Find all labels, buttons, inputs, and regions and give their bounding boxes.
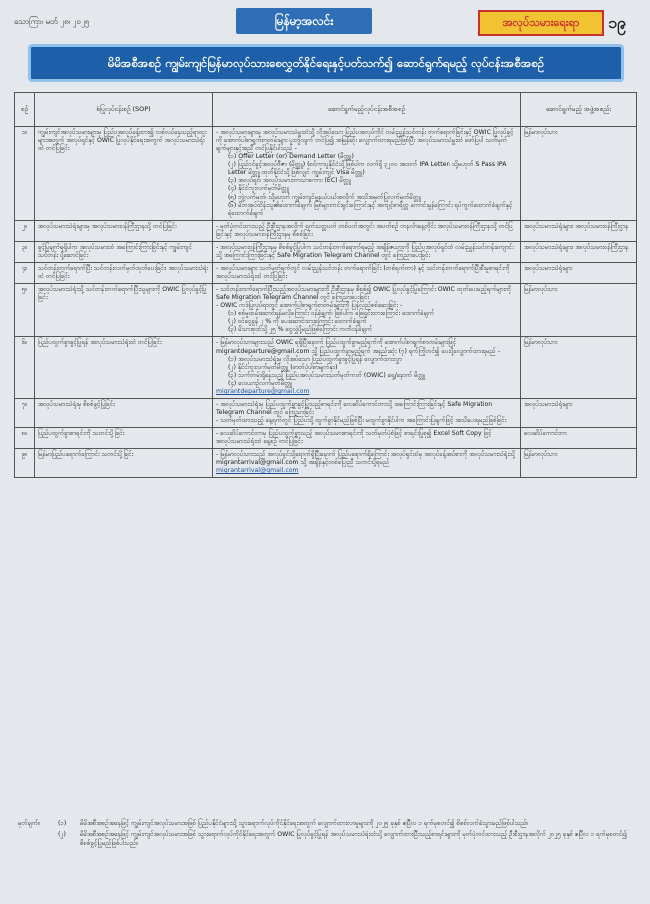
row-sop: အလုပ်သမားသံရုံးများမှ အလုပ်သမားဝန်ကြီးဌာနသို့ တင်ပြခြင်း [35,220,213,241]
row-number: ၁။ [15,127,35,221]
row-responsible: အလုပ်သမားသံရုံးများ [521,398,637,427]
action-line: (၁) Offer Letter (or) Demand Letter (မိတ္တူ) [228,153,354,161]
row-actions [213,262,521,283]
row-responsible: အလုပ်သမားသံရုံးများ၊ အလုပ်သမားဝန်ကြီးဌာန [521,241,637,262]
row-sop: မြန်မာပြည်ပရောက်ကြောင်း သတင်းပို့ခြင်း [35,449,213,478]
row-actions [213,220,521,241]
note-number: (၁) [58,820,67,827]
row-number: ၆။ [15,337,35,398]
row-number: ၂။ [15,220,35,241]
notes-label: မှတ်ချက်။ [18,820,40,827]
action-line: - လေဆိပ်ကောင်တာမှ ပြည်ပထွက်ခွာသည့် အလုပ်သမားစာရင်းကို သတ်မှတ်ပုံစံဖြင့် စာရင်းပြုစု၍ Excel Soft Copy ဖြင့် အလုပ်သမားသံရုံးထံ နေ့စဉ် တင်ပြခြင်း [216,430,492,446]
row-sop: ပြည်ပထွက်ခွာခွင့်ပြုရန် အလုပ်သမားသံရုံးထံ တင်ပြခြင်း [35,337,213,398]
table-body [15,127,637,478]
row-sop: ခွင့်ပြုချက်ရရှိပါက အလုပ်သမားထံ အကြောင်းကြားခြင်းနှင့် ကျွမ်းကျင်သင်တန်း ပို့ဆောင်ခြင်း [35,241,213,262]
row-responsible: လေဆိပ်ကောင်တာ [521,428,637,449]
row-sop: ပြည်ပထွက်ခွာစာရင်းကို သတင်းပို့ခြင်း [35,428,213,449]
row-actions [213,398,521,427]
row-number: ၇။ [15,398,35,427]
article-headline: မိမိအစီအစဉ် ကျွမ်းကျင်မြန်မာလုပ်သားစေလွှတ်နိုင်ရေးနှင့်ပတ်သက်၍ ဆောင်ရွက်ရမည့် လုပ်ငန်းအစီအစဉ် [28,44,624,82]
email-link[interactable]: migrantdeparture@gmail.com [216,387,310,395]
action-line: (၃) မိသားစုထံသို့ ၂၅ % ငွေလွှဲပို့မည်ဖြစ်ကြောင်း ကတိဝန်ခံချက် [228,326,373,334]
table-row [15,284,637,337]
action-line: - အလုပ်သမားဝန်ကြီးဌာနမှ စိစစ်ခွင့်ပြုပါက သင်တန်းတက်ရောက်ရမည့် အချိန်ဇယားကို ပြည်ပအလုပ်ရှင်ထံ လမ်းညွှန်သင်တန်းကျောင်းသို့ အကြောင်းကြားခြင်းနှင့် Safe Migration Telegram Channel တွင် ကြေညာပေးခြင်း [216,243,514,259]
note-text: မိမိအစီအစဉ်အနေဖြင့် ကျွမ်းကျင်အလုပ်သမားအဖြစ် သွားရောက်လုပ်ကိုင်နိုင်ရေးအတွက် OWIC ပြုလုပ်ခွင့်ပြုရန် အလုပ်သမားသံရုံးထံသို့ လျှောက်ထားပြီးသည့်စာရင်းများကို မှတ်ပုံတင်ထားသည့် ဦးစီးဌာနအလိုက် ၂၀၂၅ ခုနှစ် ဧပြီလ ၁ ရက်မှစတင်၍ စိစစ်ခွင့်ပြုမည်ဖြစ်ပါသည်။ [80,831,627,847]
action-line: - သတ်မှတ်ထားသည့် နေ့ရက်တွင် ပြည်ပသို့ ထွက်ခွာနိုင်မည်ဖြစ်ပြီး မထွက်ခွာနိုင်ပါက အကြောင်းပြချက်ဖြင့် အသိပေးရမည်ဖြစ်ခြင်း [216,417,507,424]
row-number: ၉။ [15,449,35,478]
row-responsible: မြန်မာလုပ်သား [521,127,637,221]
notes-section [18,820,638,851]
table-header-row [15,93,637,127]
table-row [15,220,637,241]
col-header-sop: စံပြုလုပ်ငန်းစဉ် (SOP) [35,93,213,127]
row-number: ၅။ [15,284,35,337]
section-label: အလုပ်သမားရေးရာ [478,10,604,36]
note-item [18,831,638,848]
table-row [15,337,637,398]
action-line: - OWIC ကဒ်ပြုလုပ်ရာတွင် အောက်ပါစာရွက်စာတမ်းများကို ပြန်လည်စစ်ဆေးခြင်း - [216,302,403,310]
action-line: - အလုပ်သမားသံရုံးမှ ပြည်ပထွက်ခွာခွင့်ပြုသည့်စာရင်းကို လေဆိပ်ကောင်တာသို့ အကြောင်းကြားခြင်းနှင့် Safe Migration Telegram Channel တွင် ကြေညာခြင်း [216,400,493,416]
row-responsible: မြန်မာလုပ်သား [521,449,637,478]
row-sop: အလုပ်သမားသံရုံးမှ စိစစ်ခွင့်ပြုခြင်း [35,398,213,427]
row-actions [213,284,521,337]
row-actions [213,428,521,449]
col-header-actions: ဆောင်ရွက်မည့်လုပ်ငန်းအစီအစဉ် [213,93,521,127]
action-line: - အလုပ်သမားများ သတ်မှတ်ရက်တွင် လမ်းညွှန်သင်တန်း တက်ရောက်ခြင်း (တစ်ရက်တာ) နှင့် သင်တန်းတက်ရောက်ပြီးစီးမှုစာရင်းကို အလုပ်သမားသံရုံးထံ တင်ပြခြင်း [216,264,510,280]
row-sop: သင်တန်းတက်ရောက်ပြီး သင်တန်းလက်မှတ်ထုတ်ပေးခြင်း၊ အလုပ်သမားသံရုံးထံ တင်ပြခြင်း [35,262,213,283]
note-item [18,820,638,828]
action-line: - သင်တန်းတက်ရောက်ပြီးသည့်အလုပ်သမားများကို ဦးစီးဌာနမှ စိစစ်၍ OWIC ပြုလုပ်ခွင့်ပြုကြောင်း OWIC ထုတ်ပေးမည့်ရက်များကို Safe Migration Telegram Channel တွင် ကြေညာပေးခြင်း [216,286,512,302]
page-header [10,6,640,36]
action-line: (၂) နိုင်ငံကူးလက်မှတ်မိတ္တူ (ဓာတ်ပုံပါစာမျက်နှာ) [228,363,338,371]
action-line: (၂) ပြည်ဝင်ခွင့်အလုပ်ဗီဇာ (မိတ္တူ) (စင်ကာပူနိုင်ငံသို့ဖြစ်ပါက လက်ရှိ ၃၂၀၀ အထက် IPA Letter၊ သို့မဟုတ် S Pass IPA Letter မိတ္တူ ထုတ်နိုင်ငံသို့ဖြစ်လျှင် ကျွမ်းကျင် Visa မိတ္တူ) [228,161,507,177]
action-line: - မြန်မာလုပ်သားများသည် OWIC ရရှိပြီးနောက် ပြည်ပထွက်ခွာမည့်ရက်ကို အောက်ပါစာရွက်စာတမ်းများဖြင့် migrantdeparture@gmail.com သို့ ပြည်ပထွက်ခွာမည့်ရက် အနည်းဆုံး (၇) ရက်ကြိုတင်၍ ပေးပို့လျှောက်ထားရမည် - [216,339,500,355]
action-line: (၅) ဘွဲ့လက်မှတ်၊ သို့မဟုတ် ကျွမ်းကျင်မှုနယ်ပယ်အလိုက် အသိအမှတ်ပြုလက်မှတ်မိတ္တူ [228,193,421,201]
row-actions [213,241,521,262]
action-line: (၁) စစ်မှုထမ်းဆောင်ရန်မလိုကြောင်း ဝန်ခံချက်၊ ဖြစ်ပါက ဖြေရှင်းထားကြောင်း ထောက်ခံချက် [228,310,435,318]
table-row [15,428,637,449]
action-line: (၄) လေယာဉ်လက်မှတ်မိတ္တူ [228,379,293,387]
newspaper-masthead: မြန်မာ့အလင်း [236,8,372,34]
table-row [15,241,637,262]
row-responsible: အလုပ်သမားသံရုံးများ၊ အလုပ်သမားဝန်ကြီးဌာန [521,220,637,241]
action-line: (၃) သက်တမ်းရှိနေသည့် ပြည်ပအလုပ်သမားသတ်မှတ်ကတ် (OWIC) ရှေ့/နောက် မိတ္တူ [228,371,426,379]
action-line: - အလုပ်သမားများမှ အလုပ်သမားသံမှူးထံသို့ လိုအပ်သော ပြည်ပအလုပ်ကိုင် လမ်းညွှန်သင်တန်း တက်ရောက်ခြင်းနှင့် OWIC ပြုလုပ်ခွင့်ကို အောက်ပါစာရွက်စာတမ်းများ ပူးတွဲလျက် တင်ပြ၍ အမြန်ဆုံး လျှောက်ထားရမည်ဖြစ်ပြီး အလုပ်သမားသံမှူးထံ ဖော်ပြပါ သတ်မှတ်ချက်များနှင့်အညီ တင်ပြနိုင်ပါသည် - [216,129,514,153]
row-number: ၃။ [15,241,35,262]
action-line: - မြန်မာလုပ်သားသည် အလုပ်ခွင်သို့ရောက်ရှိပြီးနောက် ပြည်ပရောက်ရှိကြောင်း အလုပ်ရှင်ထံမှ အလုပ်ခန့်အပ်စာကို အလုပ်သမားသံရုံးသို့ migrantarrival@gmail.com သို့ အချိန်နှင့်တစ်ပြေးညီ သတင်းပို့ရမည် [216,451,516,467]
row-responsible: မြန်မာလုပ်သား [521,284,637,337]
col-header-responsible: ဆောင်ရွက်မည့် အဖွဲ့အစည်း [521,93,637,127]
row-number: ၈။ [15,428,35,449]
row-actions [213,337,521,398]
row-actions [213,127,521,221]
row-sop: ကျွမ်းကျင်အလုပ်သမားများမှ ပြည်ပအလုပ်ခန့်ထား၍ လစ်လပ်နေသည့်ရာထူးများအတွက် အလုပ်ရှင်နှင့် OWIC ပြုလုပ်နိုင်ရေးအတွက် အလုပ်သမားသံရုံးထံ တင်ပြခြင်း [35,127,213,221]
row-actions [213,449,521,478]
table-row [15,127,637,221]
table-row [15,398,637,427]
row-responsible: အလုပ်သမားသံရုံးများ [521,262,637,283]
row-responsible: မြန်မာလုပ်သား [521,337,637,398]
action-line: - မှတ်ပုံတင်ထားသည့် ဦးစီးဌာနအလိုက် ရက်သတ္တပတ် တစ်ပတ်အတွင်း အပတ်စဉ် တနင်္လာနေ့တိုင်း အလုပ်သမားဝန်ကြီးဌာနသို့ တင်ပြခြင်းနှင့် အလုပ်သမားဝန်ကြီးဌာနမှ စိစစ်ခြင်း [216,222,513,238]
table-row [15,262,637,283]
row-sop: အလုပ်သမားသံရုံးသို့ သင်တန်းတက်ရောက်ပြီးသူများကို OWIC ပြုလုပ်ခွင့်ပြုခြင်း [35,284,213,337]
procedure-table [14,92,637,478]
note-text: မိမိအစီအစဉ်အနေဖြင့် ကျွမ်းကျင်အလုပ်သမားအဖြစ် ပြည်ပနိုင်ငံများသို့ သွားရောက်လုပ်ကိုင်နိုင်ရေးအတွက် လျှောက်ထားလာမှုများကို ၂၀၂၅ ခုနှစ် ဧပြီလ ၁ ရက်မှစတင်၍ စိစစ်လက်ခံသွားမည်ဖြစ်ပါသည်။ [80,820,529,827]
email-link[interactable]: migrantarrival@gmail.com [216,467,299,475]
note-number: (၂) [58,831,66,839]
action-line: (၆) မိဘအုပ်ထိန်းသူ၏ထောက်ခံချက်၊ မြစ်များကင်းရှင်းကြောင်းနှင့် အကျင့်စာရိတ္တ ကောင်းမွန်ကြောင်း ရပ်ကွက်ထောက်ခံချက်နှင့် ရဲထောက်ခံချက် [228,201,513,217]
action-line: (၁) အလုပ်သမားသံရုံးမှ လိုအပ်သော ပြည်ပထွက်ခွာခွင့်ပြုရန် လျှောက်ထားလွှာ [228,355,402,363]
col-header-no: စဉ် [15,93,35,127]
action-line: (၂) ဝင်ငွေခွန် ၂ % ကို ပေးဆောင်ထားကြောင်း ထောက်ခံချက် [228,318,367,326]
action-line: (၃) အလုပ်ရှင်၊ အလုပ်သမားဘာသာစကား (EC) မိတ္တူ [228,177,351,185]
action-line: (၄) နိုင်ငံကူးလက်မှတ်မိတ္တူ [228,185,289,193]
row-number: ၄။ [15,262,35,283]
table-row [15,449,637,478]
page-number: ၁၉ [608,13,626,32]
issue-date: သောကြာ၊ မတ် ၂၈၊ ၂၀၂၅ [14,17,90,26]
